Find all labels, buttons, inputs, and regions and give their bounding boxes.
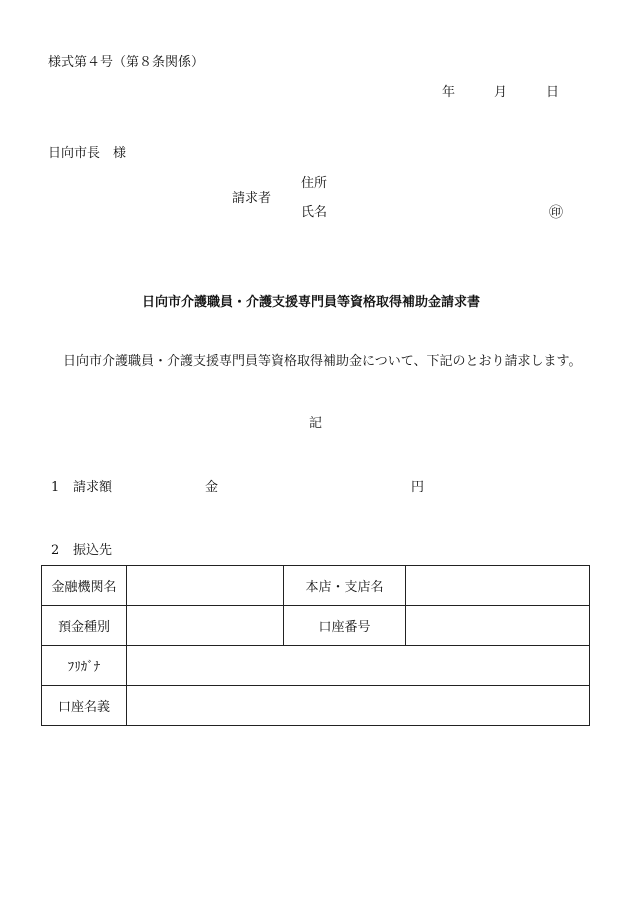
body-text: 日向市介護職員・介護支援専門員等資格取得補助金について、下記のとおり請求します。 [63,354,582,369]
furigana-label: ﾌﾘｶﾞﾅ [42,646,127,686]
amount-kin-label: 金 [205,480,219,495]
deposit-type-field[interactable] [127,606,284,646]
table-row [42,646,590,686]
account-number-label: 口座番号 [284,606,406,646]
branch-name-field[interactable] [406,566,590,606]
address-label: 住所 [301,176,328,191]
account-holder-label: 口座名義 [42,686,127,726]
amount-en-label: 円 [411,480,425,495]
table-row [42,686,590,726]
document-title: 日向市介護職員・介護支援専門員等資格取得補助金請求書 [142,295,481,310]
date-year-label: 年 [442,85,456,100]
bank-name-label: 金融機関名 [42,566,127,606]
item2-label: 振込先 [73,543,113,558]
item1-number: 1 [51,480,60,495]
ki-heading: 記 [309,416,323,431]
item1-label: 請求額 [73,480,113,495]
name-label: 氏名 [301,205,328,220]
date-month-label: 月 [494,85,508,100]
furigana-field[interactable] [127,646,590,686]
form-id: 様式第４号（第８条関係） [48,55,205,70]
bank-account-table [41,565,590,726]
deposit-type-label: 預金種別 [42,606,127,646]
claimant-label: 請求者 [232,191,272,206]
seal-mark: ㊞ [549,205,563,221]
bank-name-field[interactable] [127,566,284,606]
branch-name-label: 本店・支店名 [284,566,406,606]
account-holder-field[interactable] [127,686,590,726]
item2-number: 2 [51,543,60,558]
table-row [42,566,590,606]
date-day-label: 日 [546,85,560,100]
account-number-field[interactable] [406,606,590,646]
addressee: 日向市長 様 [48,146,127,161]
table-row [42,606,590,646]
